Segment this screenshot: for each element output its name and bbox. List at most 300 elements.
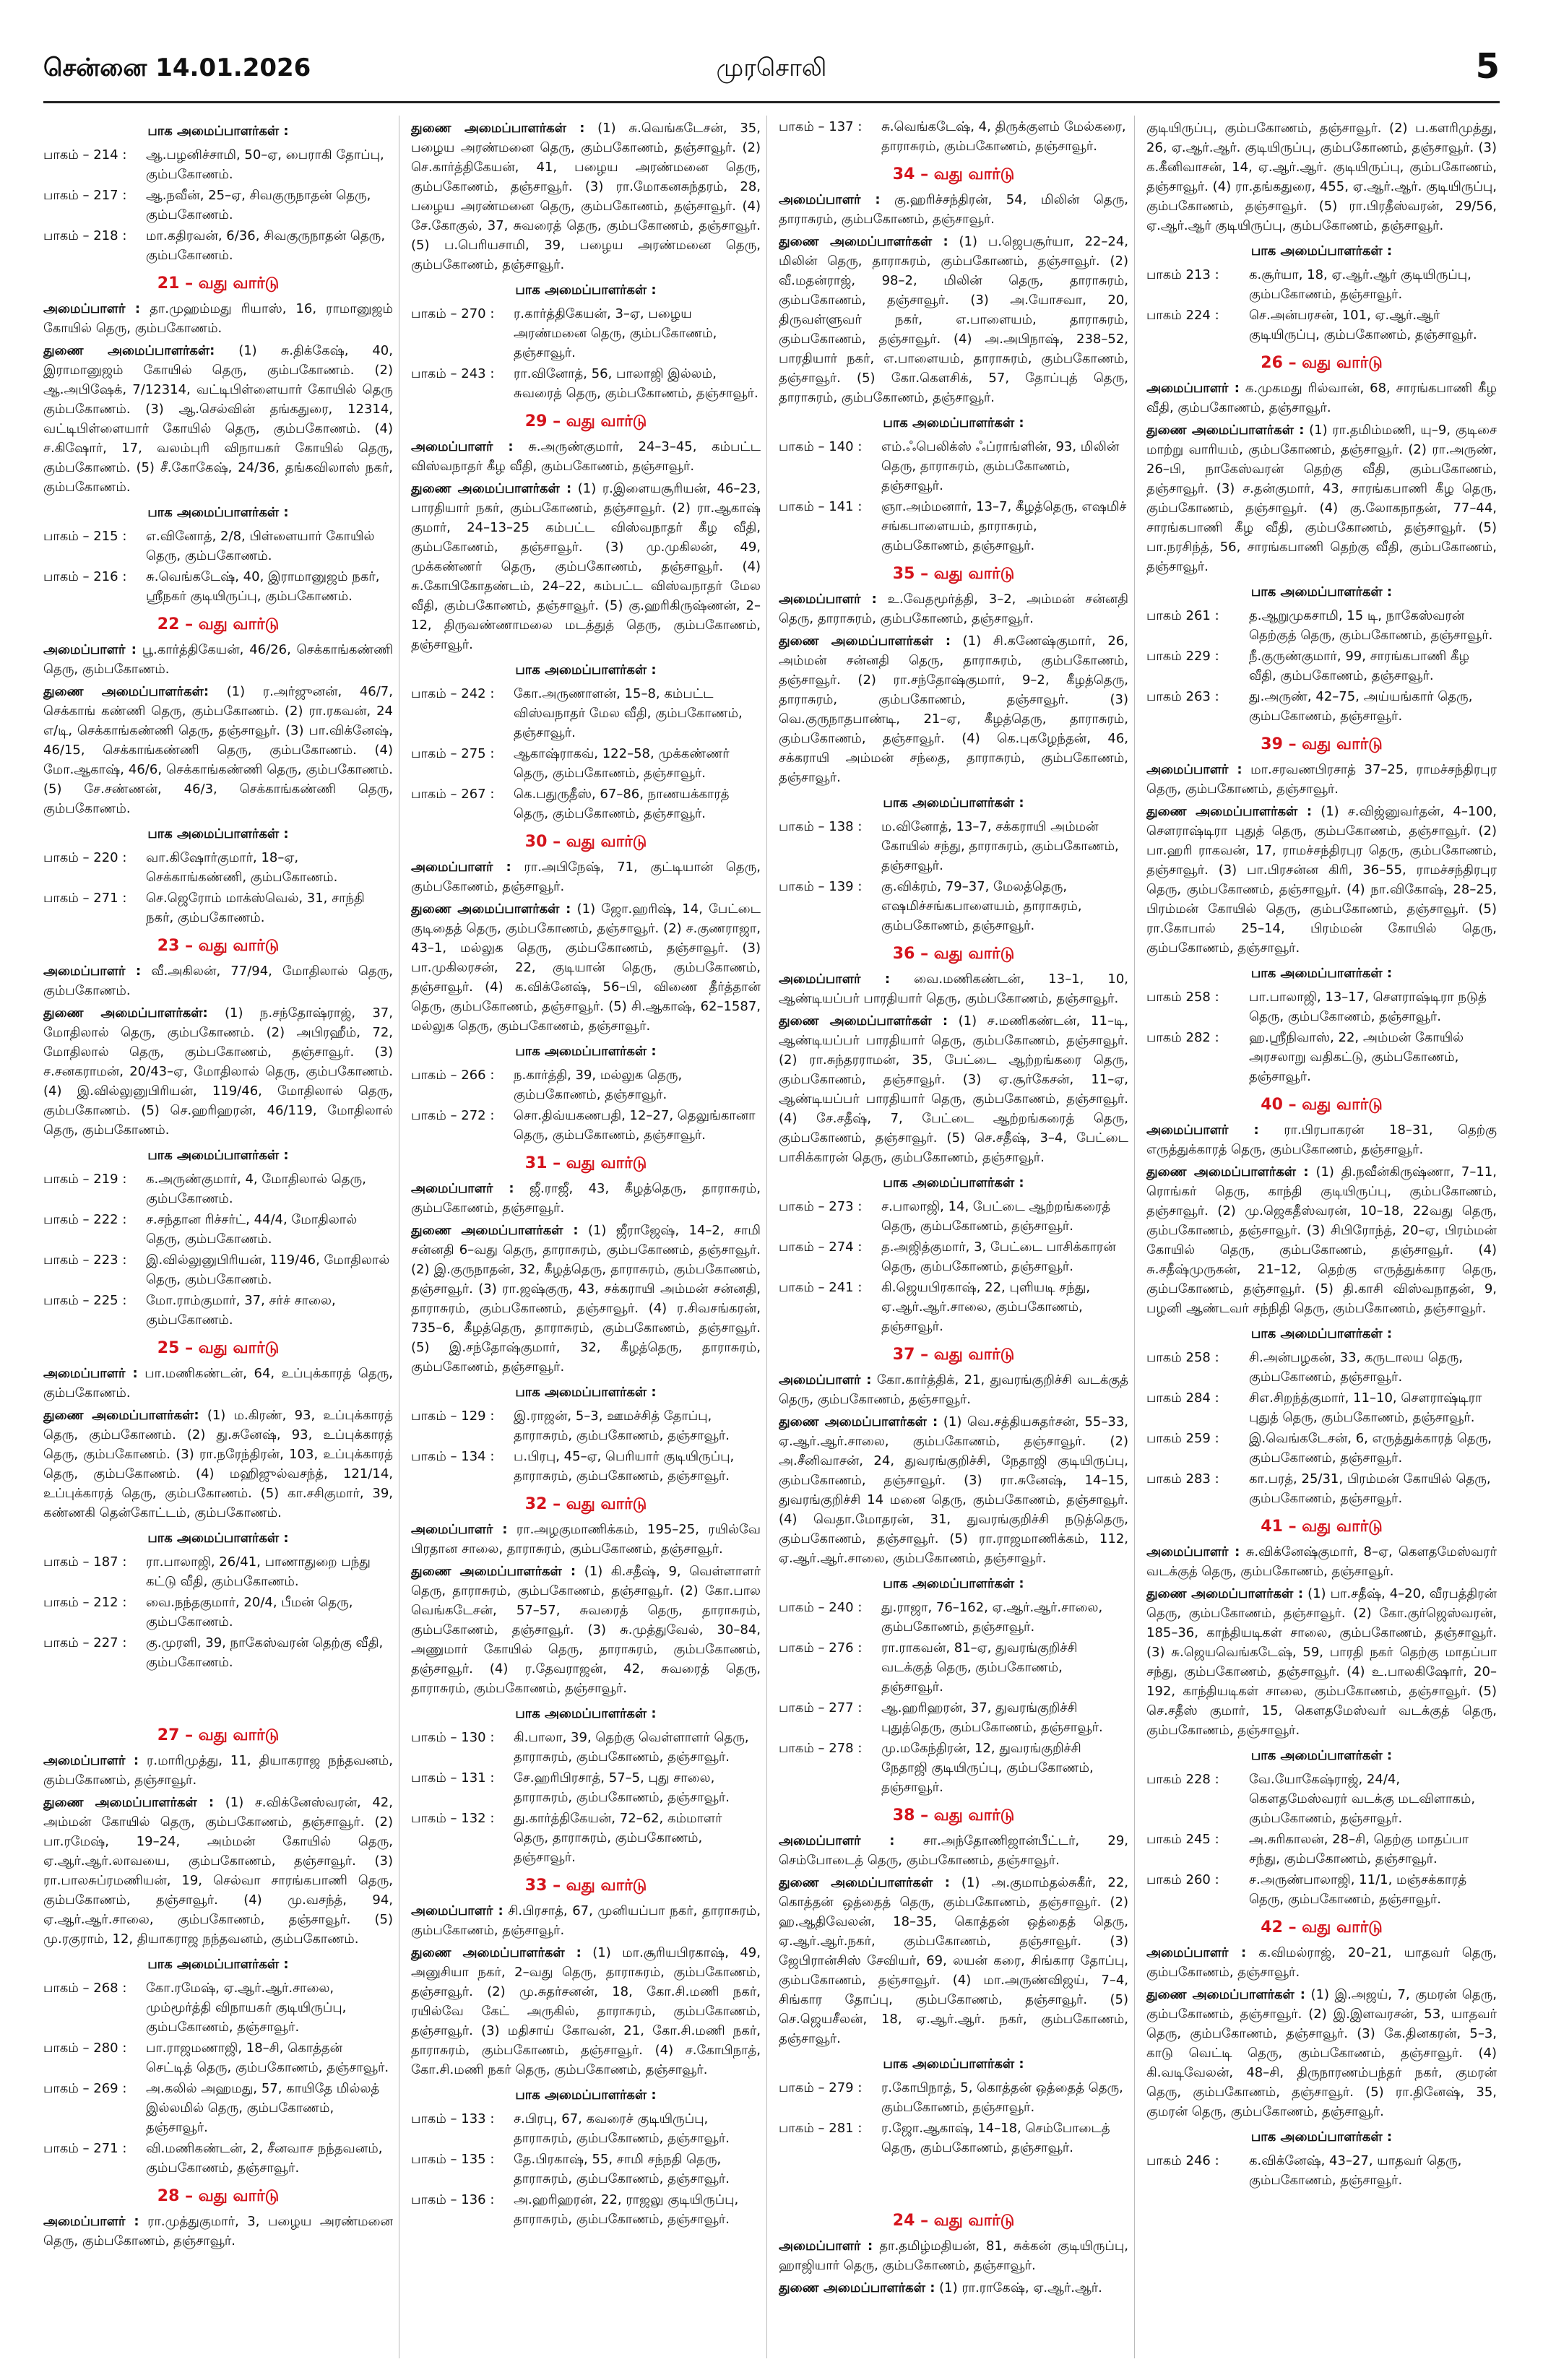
organizer-paragraph [1146,1584,1497,1740]
organizer-details: பா.மணிகண்டன், 64, உப்புக்காரத் தெரு, கும்பகோணம். [43,1366,394,1401]
booth-number: பாகம் 263 : [1146,689,1219,704]
booth-entry [779,1237,1128,1276]
role-label: அமைப்பாளர் : [779,1372,872,1388]
booth-organizer: ச.சந்தான ரிச்சர்ட், 44/4, மோதிலால் தெரு, கும்பகோணம். [146,1212,358,1247]
organizer-paragraph [779,1873,1128,2048]
booth-organizer: ர.கார்த்திகேயன், 3–ஏ, பழைய அரண்மனை தெரு, கும்பகோணம், தஞ்சாவூர். [514,306,717,360]
booth-entry [1146,687,1497,726]
booth-organizer: ப.பிரபு, 45–ஏ, பெரியார் குடியிருப்பு, தாராசுரம், கும்பகோணம், தஞ்சாவூர். [514,1449,735,1484]
booth-number: பாகம் – 241 : [779,1280,863,1295]
booth-number: பாகம் – 219 : [43,1172,127,1187]
booth-number: பாகம் – 132 : [411,1811,495,1826]
booth-entry [1146,2151,1497,2190]
booth-number: பாகம் – 137 : [779,119,863,134]
booth-organizer: இ.வில்லுனுபிரியன், 119/46, மோதிலால் தெரு, கும்பகோணம். [146,1252,390,1287]
booth-organizer: எ.வினோத், 2/8, பிள்ளையார் கோயில் தெரு, கும்பகோணம். [146,529,375,563]
role-label: அமைப்பாளர் : [779,972,891,987]
booth-number: பாகம் – 138 : [779,819,863,834]
booth-number: பாகம் 224 : [1146,308,1219,323]
organizer-details: குடியிருப்பு, கும்பகோணம், தஞ்சாவூர். (2) ப.களரிமுத்து, 26, ஏ.ஆர்.ஆர். குடியிருப்பு, கும்பகோணம், தஞ்சாவூர். (3) க.கீனிவாசன், 14, ஏ.ஆர்.ஆர். குடியிருப்பு, கும்பகோணம், தஞ்சாவூர். (4) ரா.தங்கதுரை, 455, ஏ.ஆர்.ஆர். குடியிருப்பு, கும்பகோணம், தஞ்சாவூர். (5) ரா.பிரதீஸ்வரன், 29/56, ஏ.ஆர்.ஆர் குடியிருப்பு, கும்பகோணம், தஞ்சாவூர். [1146,121,1497,233]
organizer-details: தா.தமிழ்மதியன், 81, சுக்கன் குடியிருப்பு, ஹாஜியார் தெரு, கும்பகோணம், தஞ்சாவூர். [779,2238,1128,2273]
booth-entry [1146,1388,1497,1427]
organizer-paragraph [43,1793,393,1949]
booth-entry [779,497,1128,555]
organizer-paragraph [43,961,393,1000]
organizer-paragraph [779,969,1128,1008]
organizer-paragraph [779,190,1128,229]
booth-organizer: ஆ.ஹரிஹரன், 37, துவரங்குறிச்சி புதுத்தெரு, கும்பகோணம், தஞ்சாவூர். [881,1700,1103,1735]
booth-number: பாகம் – 276 : [779,1640,863,1656]
booth-entry [43,1169,393,1208]
booth-organizer: க.விக்னேஷ், 43–27, யாதவர் தெரு, கும்பகோணம், தஞ்சாவூர். [1249,2153,1462,2188]
ward-heading: 21 – வது வார்டு [157,274,280,293]
organizer-details: மா.சரவணபிரசாத் 37–25, ராமச்சந்திரபுர தெரு, கும்பகோணம், தஞ்சாவூர். [1146,762,1497,797]
booth-organizer: இ.ராஜன், 5–3, ஊமச்சித் தோப்பு, தாராசுரம், கும்பகோணம், தஞ்சாவூர். [514,1408,730,1443]
ward-heading: 34 – வது வார்டு [892,165,1015,183]
section-subheading: பாக அமைப்பாளர்கள் : [147,505,289,520]
booth-number: பாகம் – 242 : [411,686,495,701]
section-subheading: பாக அமைப்பாளர்கள் : [883,1576,1024,1591]
booth-number: பாகம் 260 : [1146,1872,1219,1887]
booth-organizer: ந.கார்த்தி, 39, மல்லுக தெரு, கும்பகோணம், தஞ்சாவூர். [514,1068,683,1102]
booth-organizer: ரா.பாலாஜி, 26/41, பாணாதுறை பந்து கட்டு வீதி, கும்பகோணம். [146,1554,371,1589]
booth-number: பாகம் – 216 : [43,569,127,584]
role-label: அமைப்பாளர் : [411,1903,503,1918]
organizer-details: வை.மணிகண்டன், 13–1, 10, ஆண்டியப்பர் பாரதியார் தெரு, கும்பகோணம், தஞ்சாவூர். [779,972,1128,1006]
booth-entry [411,1106,761,1145]
booth-organizer: ஆ.பழனிச்சாமி, 50–ஏ, பைராகி தோப்பு, கும்பகோணம். [146,147,384,182]
booth-organizer: நீ.குருண்குமார், 99, சாரங்கபாணி கீழ வீதி, கும்பகோணம், தஞ்சாவூர். [1249,649,1469,683]
ward-heading: 35 – வது வார்டு [892,565,1015,583]
booth-entry [43,1291,393,1330]
organizer-details: க.விமல்ராஜ், 20–21, யாதவர் தெரு, கும்பகோணம், தஞ்சாவூர். [1146,1945,1497,1980]
booth-number: பாகம் – 277 : [779,1700,863,1715]
booth-organizer: கு.முரளி, 39, நாகேஸ்வரன் தெற்கு வீதி, கும்பகோணம். [146,1635,384,1670]
ward-heading: 38 – வது வார்டு [892,1806,1015,1825]
booth-organizer: சி.அன்பழகன், 33, கருடாலய தெரு, கும்பகோணம், தஞ்சாவூர். [1249,1350,1464,1385]
organizer-paragraph [43,2212,393,2251]
booth-entry [1146,1028,1497,1086]
role-label: அமைப்பாளர் : [1146,762,1242,777]
booth-number: பாகம் 229 : [1146,649,1219,664]
organizer-details: சி.பிரசாத், 67, முனியப்பா நகர், தாராசுரம், கும்பகோணம், தஞ்சாவூர். [411,1903,761,1938]
organizer-paragraph [1146,1162,1497,1318]
role-label: துணை அமைப்பாளர்கள் : [779,1013,948,1029]
organizer-paragraph [1146,378,1497,417]
role-label: அமைப்பாளர் : [411,439,514,454]
booth-entry [43,1210,393,1249]
role-label: துணை அமைப்பாளர்கள்: [43,1005,208,1021]
organizer-details: (1) ச.விக்னேஸ்வரன், 42, அம்மன் கோயில் தெரு, கும்பகோணம், தஞ்சாவூர். (2) பா.ரமேஷ், 19–24, அம்மன் கோயில் தெரு, ஏ.ஆர்.ஆர்.லாவயை, கும்பகோணம், தஞ்சாவூர். (3) ரா.பாலசுப்ரமணியன், 19, செல்வா சாரங்கபாணி தெரு, கும்பகோணம், தஞ்சாவூர். (4) மு.வசந்த், 94, ஏ.ஆர்.ஆர்.சாலை, கும்பகோணம், தஞ்சாவூர். (5) மு.ரகுராம், 12, தியாகராஜ நந்தவனம், கும்பகோணம். [43,1795,393,1947]
organizer-paragraph [779,589,1128,628]
booth-number: பாகம் – 266 : [411,1068,495,1083]
booth-number: பாகம் – 218 : [43,228,127,243]
role-label: துணை அமைப்பாளர்கள் : [411,1223,579,1238]
booth-entry [43,1552,393,1591]
organizer-details: (1) வெ.சத்தியசுதர்சன், 55–33, ஏ.ஆர்.ஆர்.சாலை, கும்பகோணம், தஞ்சாவூர். (2) அ.சீனிவாசன், 24, துவரங்குறிச்சி, நேதாஜி குடியிருப்பு, கும்பகோணம், தஞ்சாவூர். (3) ரா.சுனேஷ், 14–15, துவரங்குறிச்சி 14 மனை தெரு, கும்பகோணம், தஞ்சாவூர். (4) வெதா.மோதரன், 31, துவரங்குறிச்சி நடுத்தெரு, கும்பகோணம், தஞ்சாவூர். (5) ரா.ராஜமாணிக்கம், 112, ஏ.ஆர்.ஆர்.சாலை, கும்பகோணம், தஞ்சாவூர். [779,1414,1128,1566]
role-label: அமைப்பாளர் : [1146,1544,1240,1559]
booth-organizer: ஆகாஷ்ராகவ், 122–58, முக்கண்ணர் தெரு, கும்பகோணம், தஞ்சாவூர். [514,746,730,781]
organizer-paragraph [411,1901,761,1940]
role-label: துணை அமைப்பாளர்கள் : [779,2280,935,2295]
section-subheading: பாக அமைப்பாளர்கள் : [883,1175,1024,1190]
organizer-details: சு.அருண்குமார், 24–3–45, கம்பட்ட விஸ்வநாதர் கீழ வீதி, கும்பகோணம், தஞ்சாவூர். [411,439,761,474]
booth-entry [43,145,393,184]
booth-entry [43,888,393,927]
booth-number: பாகம் 213 : [1146,267,1219,282]
booth-entry [411,2190,761,2229]
role-label: துணை அமைப்பாளர்கள் : [779,633,951,649]
booth-number: பாகம் – 272 : [411,1108,495,1123]
booth-organizer: மோ.ராம்குமார், 37, சர்ச் சாலை, கும்பகோணம். [146,1293,336,1328]
section-subheading: பாக அமைப்பாளர்கள் : [515,662,657,678]
booth-number: பாகம் – 141 : [779,499,863,514]
booth-number: பாகம் – 225 : [43,1293,127,1308]
organizer-paragraph [43,1751,393,1790]
booth-number: பாகம் – 129 : [411,1408,495,1424]
booth-entry [411,744,761,783]
organizer-paragraph [43,640,393,679]
organizer-paragraph [1146,1985,1497,2121]
booth-entry [1146,1870,1497,1909]
role-label: அமைப்பாளர் : [779,1833,895,1848]
booth-entry [779,1638,1128,1697]
organizer-details: ரா.அழகுமாணிக்கம், 195–25, ரயில்வே பிரதான சாலை, தாராசுரம், கும்பகோணம், தஞ்சாவூர். [411,1522,761,1557]
organizer-paragraph [1146,1120,1497,1159]
article-columns [43,116,1503,2358]
booth-organizer: கோ.அருணாளன், 15–8, கம்பட்ட விஸ்வநாதர் மேல வீதி, கும்பகோணம், தஞ்சாவூர். [514,686,743,740]
booth-number: பாகம் – 212 : [43,1595,127,1610]
booth-organizer: பா.பாலாஜி, 13–17, சௌராஷ்டிரா நடுத் தெரு, கும்பகோணம், தஞ்சாவூர். [1249,990,1487,1024]
organizer-paragraph [1146,118,1497,235]
booth-number: பாகம் – 227 : [43,1635,127,1650]
booth-number: பாகம் – 223 : [43,1252,127,1268]
section-subheading: பாக அமைப்பாளர்கள் : [515,282,657,298]
booth-number: பாகம் – 134 : [411,1449,495,1464]
booth-organizer: ரா.வினோத், 56, பாலாஜி இல்லம், சுவரைத் தெரு, கும்பகோணம், தஞ்சாவூர். [514,366,758,401]
booth-entry [779,2078,1128,2117]
booth-organizer: வி.மணிகண்டன், 2, சீனவாச நந்தவனம், கும்பகோணம், தஞ்சாவூர். [146,2141,383,2176]
dateline: சென்னை 14.01.2026 [43,53,311,82]
booth-number: பாகம் – 222 : [43,1212,127,1227]
booth-entry [411,304,761,363]
ward-heading: 40 – வது வார்டு [1261,1096,1383,1114]
booth-organizer: த.அஜித்குமார், 3, பேட்டை பாசிக்காரன் தெரு, கும்பகோணம், தஞ்சாவூர். [881,1239,1116,1274]
organizer-details: (1) கி.சதீஷ், 9, வெள்ளாளர் தெரு, தாராசுரம், கும்பகோணம், தஞ்சாவூர். (2) கோ.பால வெங்கடேசன், 57–57, சுவரைத் தெரு, தாராசுரம், கும்பகோணம், தஞ்சாவூர். (3) சு.முத்துவேல், 30–84, அணுமார் கோயில் தெரு, தாராசுரம், கும்பகோணம், தஞ்சாவூர். (4) ர.தேவராஜன், 42, சுவரைத் தெரு, தாராசுரம், கும்பகோணம், தஞ்சாவூர். [411,1564,761,1696]
booth-organizer: ம.வினோத், 13–7, சக்கராயி அம்மன் கோயில் சந்து, தாராசுரம், கும்பகோணம், தஞ்சாவூர். [881,819,1119,873]
booth-organizer: செ.அன்பரசன், 101, ஏ.ஆர்.ஆர் குடியிருப்பு, கும்பகோணம், தஞ்சாவூர். [1249,308,1477,342]
booth-entry [43,567,393,606]
booth-organizer: ஞா.அம்மனார், 13–7, கீழத்தெரு, எஷமிச் சங்கபாளையம், தாராசுரம், கும்பகோணம், தஞ்சாவூர். [881,499,1127,553]
organizer-paragraph [411,1562,761,1698]
booth-number: பாகம் – 268 : [43,1981,127,1996]
booth-number: பாகம் – 140 : [779,439,863,454]
organizer-details: கோ.கார்த்திக், 21, துவரங்குறிச்சி வடக்குத் தெரு, கும்பகோணம், தஞ்சாவூர். [779,1372,1128,1407]
role-label: துணை அமைப்பாளர்கள்: [43,343,215,358]
organizer-details: க.முகமது ரில்வான், 68, சாரங்கபாணி கீழ வீதி, கும்பகோணம், தஞ்சாவூர். [1146,381,1497,415]
booth-entry [779,1278,1128,1336]
role-label: அமைப்பாளர் : [1146,381,1240,396]
role-label: துணை அமைப்பாளர்கள் : [779,1414,938,1429]
booth-number: பாகம் – 269 : [43,2081,127,2096]
role-label: துணை அமைப்பாளர்கள் : [411,481,572,496]
booth-number: பாகம் 258 : [1146,1350,1219,1365]
organizer-paragraph [779,1412,1128,1568]
booth-number: பாகம் – 135 : [411,2152,495,2167]
booth-entry [779,117,1128,156]
section-subheading: பாக அமைப்பாளர்கள் : [515,1044,657,1059]
booth-number: பாகம் 258 : [1146,990,1219,1005]
section-subheading: பாக அமைப்பாளர்கள் : [1250,2129,1393,2145]
role-label: அமைப்பாளர் : [43,964,142,979]
booth-organizer: கு.விக்ரம், 79–37, மேலத்தெரு, எஷமிச்சங்கபாளையம், தாராசுரம், கும்பகோணம், தஞ்சாவூர். [881,879,1082,933]
booth-number: பாகம் – 217 : [43,188,127,203]
booth-entry [1146,1469,1497,1508]
ward-heading: 25 – வது வார்டு [157,1339,280,1357]
booth-organizer: கி.பாலா, 39, தெற்கு வெள்ளாளர் தெரு, தாராசுரம், கும்பகோணம், தஞ்சாவூர். [514,1730,749,1765]
ward-heading: 24 – வது வார்டு [892,2212,1015,2230]
organizer-details: ரா.முத்துகுமார், 3, பழைய அரண்மனை தெரு, கும்பகோணம், தஞ்சாவூர். [43,2214,394,2249]
ward-heading: 42 – வது வார்டு [1261,1918,1383,1937]
role-label: அமைப்பாளர் : [43,1753,139,1768]
organizer-paragraph [43,1364,393,1403]
booth-number: பாகம் – 243 : [411,366,495,381]
organizer-details: ரா.அபிநேஷ், 71, குட்டியான் தெரு, கும்பகோணம், தஞ்சாவூர். [411,860,761,894]
booth-organizer: சு.வெங்கடேஷ், 40, இராமானுஜம் நகர், ஸ்ரீநகர் குடியிருப்பு, கும்பகோணம். [146,569,380,604]
organizer-details: (1) மா.சூரியபிரகாஷ், 49, அனுசியா நகர், 2–வது தெரு, தாராசுரம், கும்பகோணம், தஞ்சாவூர். (2) மு.சுதர்சனன், 18, கோ.சி.மணி நகர், ரயில்வே கேட் அருகில், தாராசுரம், கும்பகோணம், தஞ்சாவூர். (3) மதிசாய் கோவன், 21, கோ.சி.மணி நகர், தாராசுரம், கும்பகோணம், தஞ்சாவூர். (4) ச.கோபிநாத், கோ.சி.மணி நகர் தெரு, கும்பகோணம், தஞ்சாவூர். [411,1945,761,2077]
booth-entry [1146,646,1497,685]
organizer-details: சு.விக்னேஷ்குமார், 8–ஏ, கௌதமேஸ்வரர் வடக்குத் தெரு, கும்பகோணம், தஞ்சாவூர். [1146,1544,1497,1579]
booth-entry [43,226,393,265]
organizer-paragraph [1146,802,1497,958]
booth-organizer: ச.அருண்பாலாஜி, 11/1, மஞ்சக்காரத் தெரு, கும்பகோணம், தஞ்சாவூர். [1249,1872,1467,1907]
organizer-paragraph [779,232,1128,407]
booth-number: பாகம் – 220 : [43,850,127,865]
column-2 [411,116,767,2358]
organizer-details: (1) பா.சதீஷ், 4–20, வீரபத்திரன் தெரு, கும்பகோணம், தஞ்சாவூர். (2) கோ.குர்ஜெஸ்வரன், 185–36, காந்தியடிகள் சாலை, கும்பகோணம், தஞ்சாவூர். (3) சு.ஜெயவெங்கடேஷ், 59, பாரதி நகர் தெற்கு மாதப்பா சந்து, கும்பகோணம், தஞ்சாவூர். (4) உ.பாலகிஷோர், 20–192, காந்தியடிகள் சாலை, கும்பகோணம், தஞ்சாவூர். (5) செ.சதீஸ் குமார், 15, கௌதமேஸ்வர் வடக்குத் தெரு, கும்பகோணம், தஞ்சாவூர். [1146,1586,1497,1738]
booth-number: பாகம் – 275 : [411,746,495,761]
section-subheading: பாக அமைப்பாளர்கள் : [147,124,289,139]
booth-entry [779,1197,1128,1236]
booth-number: பாகம் – 214 : [43,147,127,163]
organizer-details: (1) ச.மணிகண்டன், 11–டி, ஆண்டியப்பர் பாரதியார் தெரு, கும்பகோணம், தஞ்சாவூர். (2) ரா.சுந்தரராமன், 35, பேட்டை ஆற்றங்கரை தெரு, கும்பகோணம், தஞ்சாவூர். (3) ஏ.சூர்கேசன், 11–ஏ, ஆண்டியப்பர் பாரதியார் தெரு, கும்பகோணம், தஞ்சாவூர். (4) சே.சதீஷ், 7, பேட்டை ஆற்றங்கரைத் தெரு, கும்பகோணம், தஞ்சாவூர். (5) செ.சதீஷ், 3–4, பேட்டை பாசிக்காரன் தெரு, கும்பகோணம், தஞ்சாவூர். [779,1013,1128,1165]
booth-entry [411,1065,761,1104]
booth-organizer: கோ.ரமேஷ், ஏ.ஆர்.ஆர்.சாலை, மும்மூர்த்தி விநாயகர் குடியிருப்பு, கும்பகோணம், தஞ்சாவூர். [146,1981,347,2035]
booth-entry [43,2038,393,2077]
organizer-paragraph [779,2278,1128,2298]
booth-entry [1146,1770,1497,1828]
booth-entry [43,2079,393,2137]
role-label: துணை அமைப்பாளர்கள் : [779,234,948,249]
organizer-details: (1) ர.இளையசூரியன், 46–23, பாரதியார் நகர், கும்பகோணம், தஞ்சாவூர். (2) ரா.ஆகாஷ் குமார், 24–13–25 கம்பட்ட விஸ்வநாதர் கீழ வீதி, கும்பகோணம், தஞ்சாவூர். (3) மு.முகிலன், 49, முக்கண்ணர் தெரு, கும்பகோணம், தஞ்சாவூர். (4) சு.கோபிகோதண்டம், 24–22, கம்பட்ட விஸ்வநாதர் மேல வீதி, கும்பகோணம், தஞ்சாவூர். (5) கு.ஹரிகிருஷ்ணன், 2–12, திருவண்ணாமலை மடத்துத் தெரு, கும்பகோணம், தஞ்சாவூர். [411,481,761,652]
organizer-details: (1) ர.அர்ஜுனன், 46/7, செக்காங் கண்ணி தெரு, கும்பகோணம். (2) ரா.ரகவன், 24 எ/டி, செக்காங்கண்ணி தெரு, தஞ்சாவூர். (3) பா.விக்னேஷ், 46/15, செக்காங்கண்ணி தெரு, கும்பகோணம். (4) மோ.ஆகாஷ், 46/6, செக்காங்கண்ணி தெரு, கும்பகோணம். (5) சே.சண்ணன், 46/3, செக்காங்கண்ணி தெரு, கும்பகோணம். [43,684,393,816]
paper-title: முரசொலி [716,53,827,82]
booth-number: பாகம் 228 : [1146,1772,1219,1787]
booth-entry [411,684,761,743]
section-subheading: பாக அமைப்பாளர்கள் : [1250,966,1393,981]
booth-entry [1146,306,1497,345]
booth-organizer: க.அருண்குமார், 4, மோதிலால் தெரு, கும்பகோணம். [146,1172,366,1206]
organizer-details: (1) தி.நவீன்கிருஷ்ணா, 7–11, ரொங்கர் தெரு, காந்தி குடியிருப்பு, கும்பகோணம், தஞ்சாவூர். (2) மு.ஜெகதீஸ்வரன், 10–18, 22வது தெரு, கும்பகோணம், தஞ்சாவூர். (3) சிபிரோந்த், 20–ஏ, பிரம்மன் கோயில் தெரு, கும்பகோணம், தஞ்சாவூர். (4) சு.சதீஷ்முருகன், 21–12, தெற்கு எருத்துக்கார தெரு, கும்பகோணம், தஞ்சாவூர். (5) தி.காசி விஸ்வநாதன், 9, பழனி ஆண்டவர் சந்நிதி தெரு, கும்பகோணம், தஞ்சாவூர். [1146,1164,1497,1316]
ward-heading: 32 – வது வார்டு [524,1495,647,1513]
booth-organizer: அ.ஹரிஹரன், 22, ராஜலு குடியிருப்பு, தாராசுரம், கும்பகோணம், தஞ்சாவூர். [514,2192,739,2227]
organizer-details: (1) ம.கிரண், 93, உப்புக்காரத் தெரு, கும்பகோணம். (2) து.சுனேஷ், 93, உப்புக்காரத் தெரு, கும்பகோணம். (3) ரா.நரேந்திரன், 103, உப்புக்காரத் தெரு, கும்பகோணம். (4) மஹிஜுல்வசந்த், 121/14, உப்புக்காரத் தெரு, கும்பகோணம். (5) கா.சசிகுமார், 39, கண்ணகி தென்கோட்டம், கும்பகோணம். [43,1408,393,1520]
booth-organizer: சொ.திவ்யகணபதி, 12–27, தெலுங்கானா தெரு, கும்பகோணம், தஞ்சாவூர். [514,1108,756,1143]
organizer-details: (1) இ.அஜய், 7, குமரன் தெரு, கும்பகோணம், தஞ்சாவூர். (2) இ.இளவரசன், 53, யாதவர் தெரு, கும்பகோணம், தஞ்சாவூர். (3) கே.தினகரன், 5–3, காடு வெட்டி தெரு, கும்பகோணம், தஞ்சாவூர். (4) கி.வடிவேலன், 48–சி, திருநாரணம்பந்தர் நகர், குமரன் தெரு, கும்பகோணம், தஞ்சாவூர். (5) ரா.தினேஷ், 35, குமரன் தெரு, கும்பகோணம், தஞ்சாவூர். [1146,1987,1497,2119]
organizer-details: (1) சி.கணேஷ்குமார், 26, அம்மன் சன்னதி தெரு, தாராசுரம், கும்பகோணம், தஞ்சாவூர். (2) ரா.சந்தோஷ்குமார், 9–2, கீழத்தெரு, தாராசுரம், கும்பகோணம், தஞ்சாவூர். (3) வெ.குருநாதபாண்டி, 21–ஏ, கீழத்தெரு, தாராசுரம், கும்பகோணம், தஞ்சாவூர். (4) கெ.புகழேந்தன், 46, சக்கராயி அம்மன் சந்தை, தாராசுரம், கும்பகோணம், தஞ்சாவூர். [779,633,1128,785]
booth-organizer: க.சூர்யா, 18, ஏ.ஆர்.ஆர் குடியிருப்பு, கும்பகோணம், தஞ்சாவூர். [1249,267,1471,302]
role-label: அமைப்பாளர் : [779,192,881,207]
organizer-paragraph [779,1831,1128,1870]
booth-number: பாகம் – 271 : [43,2141,127,2156]
booth-organizer: து.அருண், 42–75, அய்யங்கார் தெரு, கும்பகோணம், தஞ்சாவூர். [1249,689,1473,724]
role-label: அமைப்பாளர் : [779,2238,873,2254]
role-label: துணை அமைப்பாளர்கள் : [411,121,585,136]
role-label: துணை அமைப்பாளர்கள் : [1146,1586,1304,1601]
booth-number: பாகம் – 139 : [779,879,863,894]
booth-organizer: சிஎ.சிறந்த்குமார், 11–10, சௌராஷ்டிரா புதுத் தெரு, கும்பகோணம், தஞ்சாவூர். [1249,1390,1482,1425]
section-subheading: பாக அமைப்பாளர்கள் : [883,795,1024,810]
section-subheading: பாக அமைப்பாளர்கள் : [883,2056,1024,2072]
booth-organizer: அ.சுரிகாலன், 28–சி, தெற்கு மாதப்பா சந்து, கும்பகோணம், தஞ்சாவூர். [1249,1832,1469,1866]
organizer-paragraph [779,2236,1128,2275]
role-label: துணை அமைப்பாளர்கள் : [411,1945,582,1960]
section-subheading: பாக அமைப்பாளர்கள் : [1250,243,1393,259]
organizer-paragraph [411,437,761,476]
booth-number: பாகம் – 215 : [43,529,127,544]
role-label: துணை அமைப்பாளர்கள் : [779,1875,950,1890]
column-3 [779,116,1135,2358]
role-label: அமைப்பாளர் : [43,2214,139,2229]
booth-organizer: வா.கிஷோர்குமார், 18–ஏ, செக்காங்கண்ணி, கும்பகோணம். [146,850,338,885]
booth-organizer: ச.பாலாஜி, 14, பேட்டை ஆற்றங்கரைத் தெரு, கும்பகோணம், தஞ்சாவூர். [881,1199,1111,1234]
ward-heading: 31 – வது வார்டு [524,1154,647,1172]
organizer-details: கு.ஹரிச்சந்திரன், 54, மிலின் தெரு, தாராசுரம், கும்பகோணம், தஞ்சாவூர். [779,192,1128,227]
booth-organizer: த.ஆறுமுகசாமி, 15 டி, நாகேஸ்வரன் தெற்குத் தெரு, கும்பகோணம், தஞ்சாவூர். [1249,608,1493,643]
role-label: அமைப்பாளர் : [1146,1122,1259,1138]
ward-heading: 41 – வது வார்டு [1261,1518,1383,1536]
ward-heading: 28 – வது வார்டு [157,2187,280,2205]
booth-number: பாகம் – 273 : [779,1199,863,1214]
role-label: துணை அமைப்பாளர்கள் : [411,901,571,917]
organizer-paragraph [1146,760,1497,799]
booth-organizer: சு.வெங்கடேஷ், 4, திருக்குளம் மேல்கரை, தாராசுரம், கும்பகோணம், தஞ்சாவூர். [881,119,1126,154]
organizer-paragraph [43,1406,393,1523]
section-subheading: பாக அமைப்பாளர்கள் : [515,2087,657,2103]
booth-organizer: சே.ஹரிபிரசாத், 57–5, புது சாலை, தாராசுரம், கும்பகோணம், தஞ்சாவூர். [514,1770,730,1805]
organizer-details: (1) ந.சந்தோஷ்ராஜ், 37, மோதிலால் தெரு, கும்பகோணம். (2) அபிரஹீம், 72, மோதிலால் தெரு, கும்பகோணம், தஞ்சாவூர். (3) ச.சனகராமன், 20/43–ஏ, மோதிலால் தெரு, கும்பகோணம். (4) இ.வில்லுனுபிரியன், 119/46, மோதிலால் தெரு, கும்பகோணம். (5) செ.ஹரிஹரன், 46/119, மோதிலால் தெரு, கும்பகோணம். [43,1005,393,1138]
booth-organizer: அ.கலில் அஹமது, 57, காயிதே மில்லத் இல்லமில் தெரு, கும்பகோணம், தஞ்சாவூர். [146,2081,380,2135]
booth-entry [1146,1429,1497,1468]
section-subheading: பாக அமைப்பாளர்கள் : [515,1385,657,1400]
ward-heading: 39 – வது வார்டு [1261,735,1383,753]
booth-entry [411,1768,761,1807]
spacer [43,1674,393,1717]
booth-entry [779,1698,1128,1737]
booth-number: பாகம் – 130 : [411,1730,495,1745]
booth-entry [411,1406,761,1445]
role-label: துணை அமைப்பாளர்கள் : [43,1795,215,1810]
booth-number: பாகம் – 278 : [779,1741,863,1756]
booth-number: பாகம் – 280 : [43,2041,127,2056]
booth-number: பாகம் 245 : [1146,1832,1219,1847]
section-subheading: பாக அமைப்பாளர்கள் : [147,1148,289,1163]
booth-number: பாகம் 246 : [1146,2153,1219,2168]
booth-organizer: ஆ.நவீன், 25–ஏ, சிவகுருநாதன் தெரு, கும்பகோணம். [146,188,371,222]
role-label: அமைப்பாளர் : [411,1181,514,1196]
organizer-paragraph [1146,1943,1497,1982]
ward-heading: 36 – வது வார்டு [892,945,1015,963]
section-subheading: பாக அமைப்பாளர்கள் : [515,1706,657,1721]
page-number: 5 [1475,46,1500,87]
role-label: துணை அமைப்பாளர்கள் : [1146,1164,1309,1180]
booth-number: பாகம் – 240 : [779,1600,863,1615]
booth-organizer: து.ராஜா, 76–162, ஏ.ஆர்.ஆர்.சாலை, கும்பகோணம், தஞ்சாவூர். [881,1600,1103,1635]
organizer-paragraph [411,1943,761,2080]
organizer-paragraph [43,1003,393,1140]
section-subheading: பாக அமைப்பாளர்கள் : [1250,1748,1393,1763]
organizer-details: ர.மாரிமுத்து, 11, தியாகராஜ நந்தவனம், கும்பகோணம், தஞ்சாவூர். [43,1753,393,1788]
organizer-details: பூ.கார்த்திகேயன், 46/26, செக்காங்கண்ணி தெரு, கும்பகோணம். [43,642,394,677]
organizer-paragraph [43,299,393,338]
booth-entry [43,848,393,887]
booth-number: பாகம் – 131 : [411,1770,495,1786]
booth-entry [411,1728,761,1767]
organizer-paragraph [1146,420,1497,576]
booth-number: பாகம் – 187 : [43,1554,127,1570]
booth-number: பாகம் 259 : [1146,1431,1219,1446]
booth-organizer: கெ.பதுருதீஸ், 67–86, நாணயக்காரத் தெரு, கும்பகோணம், தஞ்சாவூர். [514,787,730,821]
ward-heading: 29 – வது வார்டு [524,412,647,430]
role-label: துணை அமைப்பாளர்கள்: [43,684,209,699]
booth-entry [1146,606,1497,645]
booth-number: பாகம் – 267 : [411,787,495,802]
organizer-details: (1) ரா.தமிம்மணி, யு–9, குடிசை மாற்று வாரியம், கும்பகோணம், தஞ்சாவூர். (2) ரா.அருண், 26–பி, நாகேஸ்வரன் தெற்கு வீதி, கும்பகோணம், தஞ்சாவூர். (3) ச.தன்குமார், 43, சாரங்கபாணி கீழ தெரு, கும்பகோணம், தஞ்சாவூர். (4) கு.லோகநாதன், 77–44, சாரங்கபாணி கீழ வீதி, கும்பகோணம், தஞ்சாவூர். (5) பா.நரசிந்த், 56, சாரங்கபாணி தெற்கு வீதி, கும்பகோணம், தஞ்சாவூர். [1146,423,1497,574]
masthead [43,43,1500,103]
organizer-details: வீ.அகிலன், 77/94, மோதிலால் தெரு, கும்பகோணம். [43,964,393,998]
booth-entry [43,2139,393,2178]
organizer-paragraph [779,1011,1128,1167]
booth-number: பாகம் 283 : [1146,1471,1219,1487]
booth-entry [43,1978,393,2037]
section-subheading: பாக அமைப்பாளர்கள் : [1250,584,1393,600]
organizer-paragraph [43,682,393,818]
booth-organizer: கி.ஜெயபிரகாஷ், 22, புளியடி சந்து, ஏ.ஆர்.ஆர்.சாலை, கும்பகோணம், தஞ்சாவூர். [881,1280,1091,1334]
role-label: துணை அமைப்பாளர்கள்: [43,1408,199,1423]
role-label: அமைப்பாளர் : [43,301,141,316]
booth-organizer: ர.ஜோ.ஆகாஷ், 14–18, செம்போடைத் தெரு, கும்பகோணம், தஞ்சாவூர். [881,2121,1110,2155]
booth-organizer: வை.நந்தகுமார், 20/4, பீமன் தெரு, கும்பகோணம். [146,1595,353,1630]
booth-entry [411,2109,761,2148]
ward-heading: 30 – வது வார்டு [524,833,647,851]
ward-heading: 22 – வது வார்டு [157,615,280,633]
organizer-details: ஜீ.ராஜீ, 43, கீழத்தெரு, தாராசுரம், கும்பகோணம், தஞ்சாவூர். [411,1181,761,1216]
role-label: அமைப்பாளர் : [43,642,137,657]
column-1 [43,116,399,2358]
section-subheading: பாக அமைப்பாளர்கள் : [147,826,289,841]
booth-entry [411,1447,761,1486]
ward-heading: 26 – வது வார்டு [1261,354,1383,372]
section-subheading: பாக அமைப்பாளர்கள் : [1250,1326,1393,1341]
organizer-details: (1) சு.வெங்கடேசன், 35, பழைய அரண்மனை தெரு, கும்பகோணம், தஞ்சாவூர். (2) செ.கார்த்திகேயன், 41, பழைய அரண்மனை தெரு, கும்பகோணம், தஞ்சாவூர். (3) ரா.மோகனசுந்தரம், 28, பழைய அரண்மனை தெரு, கும்பகோணம், தஞ்சாவூர். (4) சே.கோகுல், 37, சுவரைத் தெரு, கும்பகோணம், தஞ்சாவூர். (5) ப.பெரியசாமி, 39, பழைய அரண்மனை தெரு, கும்பகோணம், தஞ்சாவூர். [411,121,761,272]
role-label: துணை அமைப்பாளர்கள் : [1146,423,1305,438]
booth-organizer: தே.பிரகாஷ், 55, சாமி சந்நதி தெரு, தாராசுரம், கும்பகோணம், தஞ்சாவூர். [514,2152,730,2186]
booth-number: பாகம் – 279 : [779,2080,863,2095]
booth-organizer: ர.கோபிநாத், 5, கொத்தன் ஒத்தைத் தெரு, கும்பகோணம், தஞ்சாவூர். [881,2080,1123,2115]
section-subheading: பாக அமைப்பாளர்கள் : [147,1531,289,1546]
spacer [779,2159,1128,2202]
booth-organizer: பா.ராஜமணாஜி, 18–சி, கொத்தன் செட்டித் தெரு, கும்பகோணம், தஞ்சாவூர். [146,2041,389,2075]
